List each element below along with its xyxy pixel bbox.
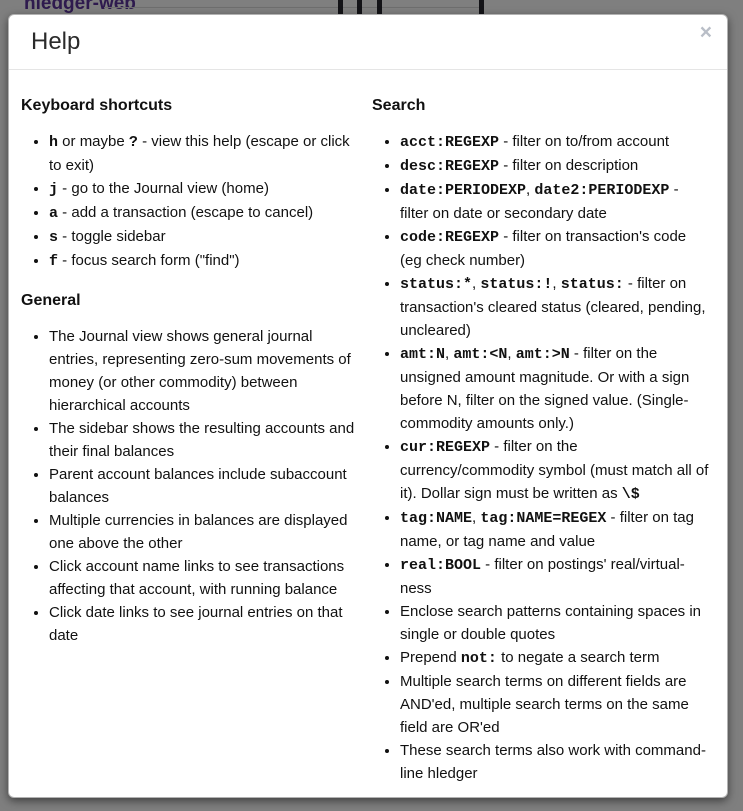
list-item [49, 463, 360, 509]
text-run: - filter on postings' real/virtual-ness [400, 556, 685, 597]
help-list [21, 130, 360, 273]
text-run: - filter on transaction's cleared status (cleared, pending, uncleared) [400, 275, 706, 339]
list-item [49, 249, 360, 273]
inline-code: h [49, 134, 59, 151]
help-list [372, 130, 711, 785]
help-list [21, 325, 360, 647]
text-run: , [526, 181, 535, 198]
text-run: - filter on to/from account [499, 133, 670, 150]
list-item [49, 177, 360, 201]
list-item [49, 509, 360, 555]
text-run: Parent account balances include subaccount balances [49, 466, 347, 506]
list-item [400, 225, 711, 272]
inline-code: date:PERIODEXP [400, 182, 527, 199]
list-item [400, 553, 711, 600]
inline-code: f [49, 253, 59, 270]
help-column-right [368, 78, 715, 785]
text-run: or maybe [58, 133, 129, 150]
text-run: - go to the Journal view (home) [58, 180, 269, 197]
text-run: - filter on transaction's code (eg check number) [400, 228, 687, 269]
list-item [49, 601, 360, 647]
modal-body [9, 70, 727, 800]
inline-code: date2:PERIODEXP [534, 182, 670, 199]
inline-code: a [49, 205, 59, 222]
help-column-left [21, 78, 368, 785]
list-item [400, 178, 711, 225]
section-heading: General [21, 292, 81, 309]
list-item [400, 670, 711, 739]
inline-code: desc:REGEXP [400, 158, 500, 175]
text-run: - filter on description [499, 157, 639, 174]
inline-code: \$ [621, 486, 640, 503]
inline-code: amt:>N [515, 346, 570, 363]
list-item [400, 154, 711, 178]
text-run: - add a transaction (escape to cancel) [58, 204, 314, 221]
text-run: - filter on the currency/commodity symbol (must match all of it). Dollar sign must be written as [400, 438, 709, 502]
inline-code: real:BOOL [400, 557, 482, 574]
section-heading: Search [372, 97, 426, 114]
text-run: , [472, 275, 481, 292]
list-item [400, 272, 711, 342]
text-run: - focus search form ("find") [58, 252, 240, 269]
section-heading: Keyboard shortcuts [21, 97, 173, 114]
inline-code: status:! [480, 276, 553, 293]
text-run: , [472, 509, 481, 526]
text-run: to negate a search term [496, 649, 660, 666]
text-run: Prepend [400, 649, 461, 666]
help-modal [8, 14, 728, 798]
list-item [400, 342, 711, 435]
text-run: The Journal view shows general journal entries, representing zero-sum movements of money (or other commodity) between hierarchical accounts [49, 328, 351, 414]
inline-code: j [49, 181, 59, 198]
inline-code: acct:REGEXP [400, 134, 500, 151]
list-item [400, 506, 711, 553]
list-item [49, 225, 360, 249]
list-item [49, 325, 360, 417]
list-item [49, 201, 360, 225]
list-item [400, 739, 711, 785]
text-run: - filter on the unsigned amount magnitude. Or with a sign before N, filter on the signed value. (Single-commodity amounts only.) [400, 345, 690, 432]
text-run: , [445, 345, 454, 362]
list-item [49, 130, 360, 177]
text-run: The sidebar shows the resulting accounts and their final balances [49, 420, 355, 460]
modal-title: Help [31, 28, 81, 55]
list-item [400, 435, 711, 506]
inline-code: tag:NAME=REGEX [480, 510, 607, 527]
list-item [400, 130, 711, 154]
text-run: - filter on tag name, or tag name and value [400, 509, 694, 550]
inline-code: code:REGEXP [400, 229, 500, 246]
inline-code: not: [460, 650, 497, 667]
list-item [49, 417, 360, 463]
text-run: Multiple search terms on different fields are AND'ed, multiple search terms on the same field are OR'ed [400, 673, 689, 736]
text-run: - toggle sidebar [58, 228, 166, 245]
text-run: Click account name links to see transactions affecting that account, with running balance [49, 558, 345, 598]
modal-header [9, 15, 727, 70]
text-run: Click date links to see journal entries on that date [49, 604, 343, 644]
text-run: , [507, 345, 516, 362]
list-item [400, 600, 711, 646]
text-run: - view this help (escape or click to exit) [49, 133, 350, 174]
text-run: , [552, 275, 561, 292]
inline-code: ? [128, 134, 138, 151]
close-icon[interactable]: × [699, 21, 712, 44]
inline-code: status: [560, 276, 624, 293]
inline-code: amt:N [400, 346, 446, 363]
text-run: These search terms also work with command-line hledger [400, 742, 706, 782]
text-run: - filter on date or secondary date [400, 181, 679, 222]
inline-code: status:* [400, 276, 473, 293]
inline-code: cur:REGEXP [400, 439, 491, 456]
text-run: Multiple currencies in balances are displayed one above the other [49, 512, 348, 552]
inline-code: s [49, 229, 59, 246]
list-item [49, 555, 360, 601]
text-run: Enclose search patterns containing spaces in single or double quotes [400, 603, 702, 643]
inline-code: tag:NAME [400, 510, 473, 527]
list-item [400, 646, 711, 670]
inline-code: amt:<N [453, 346, 508, 363]
